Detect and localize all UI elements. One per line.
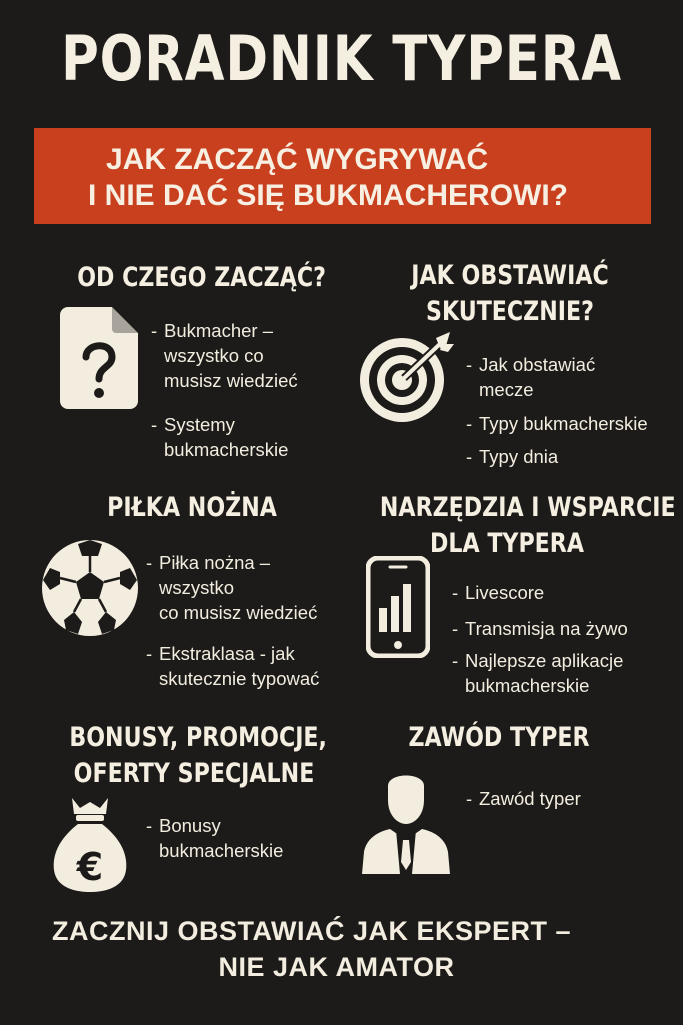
list-item[interactable]: - Typy bukmacherskie (466, 413, 648, 434)
list-item[interactable]: - Ekstraklasa - jak skutecznie typować (146, 643, 320, 689)
money-bag-euro-icon (50, 794, 130, 894)
soccer-ball-icon (40, 538, 140, 638)
section-heading-football: PIŁKA NOŻNA (107, 492, 277, 523)
list-item[interactable]: - Transmisja na żywo (452, 618, 628, 639)
banner-line-1: JAK ZACZĄĆ WYGRYWAĆ (106, 143, 489, 176)
svg-text:€: € (76, 845, 104, 889)
section-heading-bonus: BONUSY, PROMOCJE, OFERTY SPECJALNE (69, 722, 327, 789)
subtitle-banner (34, 128, 651, 224)
businessman-icon (360, 766, 452, 874)
section-heading-tools: NARZĘDZIA I WSPARCIE DLA TYPERA (379, 492, 676, 559)
section-heading-betting: JAK OBSTAWIAĆ SKUTECZNIE? (411, 260, 609, 327)
list-item[interactable]: - Bonusy bukmacherskie (146, 815, 284, 861)
list-item[interactable]: - Livescore (452, 582, 545, 603)
question-document-icon (58, 307, 140, 409)
smartphone-chart-icon (366, 556, 430, 658)
footer-line-1: ZACZNIJ OBSTAWIAĆ JAK EKSPERT – (51, 916, 572, 946)
list-item[interactable]: - Systemy bukmacherskie (151, 414, 289, 460)
list-item[interactable]: - Piłka nożna – wszystko co musisz wiedzieć (146, 552, 318, 623)
list-item[interactable]: - Bukmacher – wszystko co musisz wiedzieć (151, 320, 298, 391)
list-item[interactable]: - Jak obstawiać mecze (466, 354, 596, 400)
list-item[interactable]: - Typy dnia (466, 446, 559, 467)
banner-line-2: I NIE DAĆ SIĘ BUKMACHEROWI? (88, 179, 568, 212)
target-icon (358, 330, 458, 425)
list-item[interactable]: - Najlepsze aplikacje bukmacherskie (452, 650, 624, 696)
footer-line-2: NIE JAK AMATOR (218, 952, 455, 982)
section-heading-career: ZAWÓD TYPER (408, 722, 590, 753)
list-item[interactable]: - Zawód typer (466, 788, 581, 809)
section-heading-start: OD CZEGO ZACZĄĆ? (77, 262, 326, 293)
page-title: PORADNIK TYPERA (61, 22, 622, 95)
